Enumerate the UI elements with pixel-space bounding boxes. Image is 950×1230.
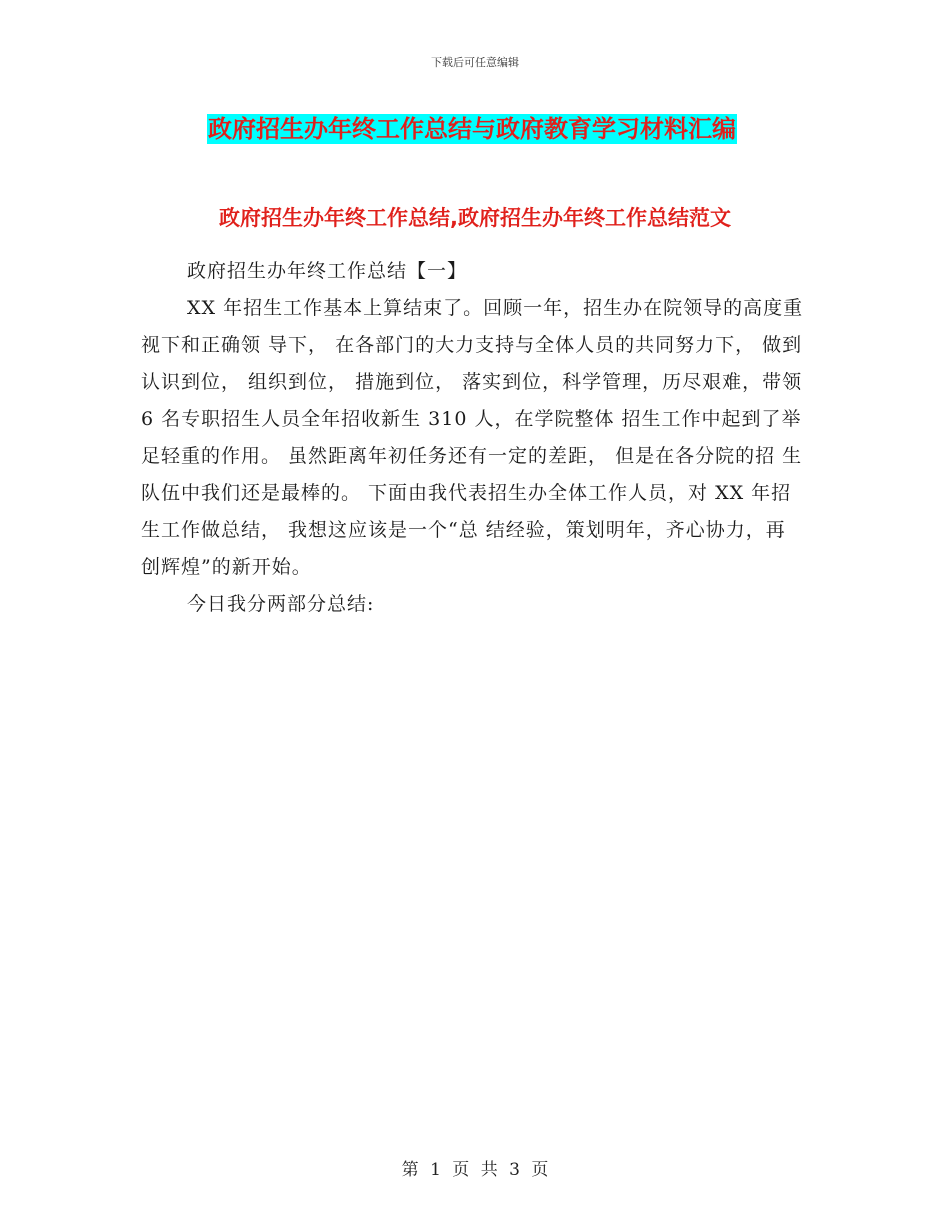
body-paragraph: XX 年招生工作基本上算结束了。回顾一年，招生办在院领导的高度重视下和正确领 导下， 在各部门的大力支持与全体人员的共同努力下， 做到认识到位， 组织到位， 措施到位， 落实到位，科学管理，历尽艰难，带领 6 名专职招生人员全年招收新生 310 人，在学院整体 招生工作中起到了举足轻重的作用。 虽然距离年初任务还有一定的差距， 但是在各分院的招 生队伍中我们还是最棒的。 下面由我代表招生办全体工作人员，对 XX 年招生工作做总结， 我想这应该是一个“总 结经验，策划明年，齐心协力，再创辉煌”的新开始。 (141, 297, 804, 578)
section-title: 政府招生办年终工作总结,政府招生办年终工作总结范文 (219, 206, 731, 230)
section-label: 政府招生办年终工作总结【一】 (187, 260, 468, 282)
closing-line: 今日我分两部分总结: (187, 593, 375, 615)
page-footer: 第 1 页 共 3 页 (401, 1160, 549, 1180)
header-note: 下载后可任意编辑 (431, 56, 519, 69)
document-title: 政府招生办年终工作总结与政府教育学习材料汇编 (208, 115, 736, 143)
